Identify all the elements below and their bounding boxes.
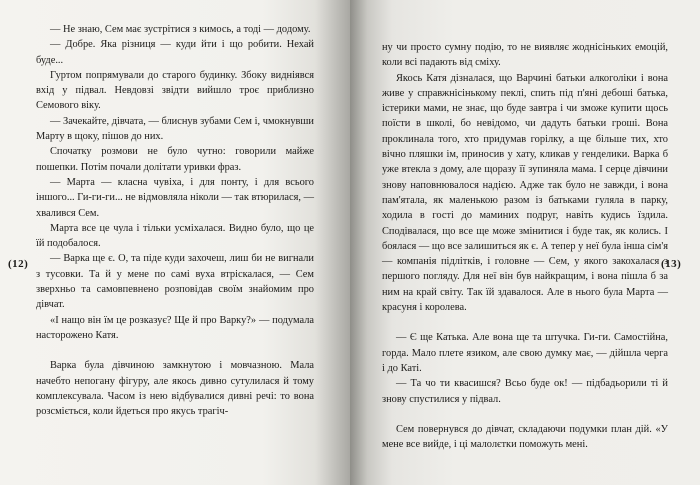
paragraph: — Є ще Катька. Але вона ще та штучка. Ги-ги. Самостійна, горда. Мало плете язиком, але свою думку має, — дійшла черга і до Каті. <box>382 332 668 374</box>
page-number-left: (12) <box>8 258 29 270</box>
paragraph: — Добре. Яка різниця — куди йти і що робити. Нехай буде... <box>36 39 314 66</box>
right-page-text <box>382 40 668 452</box>
paragraph: — Не знаю, Сем має зустрітися з кимось, а тоді — додому. <box>50 24 311 35</box>
paragraph: «І нащо він їм це розказує? Ще й про Варку?» — подумала настороженo Катя. <box>36 314 314 341</box>
paragraph: — Та чо ти квасишся? Всьо буде ок! — підбадьорили ті й знову спустилися у підвал. <box>382 378 668 405</box>
paragraph: — Зачекайте, дівчата, — блиснув зубами Сем і, чмокнувши Марту в щоку, пішов до них. <box>36 115 314 143</box>
paragraph: ну чи просто сумну подію, то не виявляє жоднісіньких емоцій, коли всі падають від сміху. <box>382 42 668 69</box>
paragraph: Сем повернувся до дівчат, складаючи подумки план дій. «У мене все вийде, і ці малолєтки поможуть мені. <box>382 423 668 451</box>
left-page-text <box>36 22 314 419</box>
right-page <box>350 0 700 485</box>
paragraph: Варка була дівчиною замкнутою і мовчазною. Мала начебто непогану фігуру, але якось дивно сутулилася й тому комплексувала. Часом із нею відбувалися дивні речі: то вона розсміється, коли йдеться про якусь трагіч- <box>36 360 314 418</box>
paragraph: Гуртом попрямували до старого будинку. Збоку видніявся вхід у підвал. Невдовзі звідти вийшло троє приблизно Семового віку. <box>36 69 314 112</box>
paragraph: — Варка ще є. О, та піде куди захочеш, лиш би не вигнали з тусовки. Та й у мене по самі вуха втріскалася, — Сем зверхньо та самовпевнено розповідав своїм знайомим про дівчат. <box>36 253 314 311</box>
paragraph: Марта все це чула і тільки усміхалася. Видно було, що це їй подобалося. <box>36 222 314 250</box>
paragraph: Спочатку розмови не було чутно: говорили майже пошепки. Потім почали долітати уривки фраз. <box>36 146 314 173</box>
paragraph: Якось Катя дізналася, що Варчині батьки алкоголіки і вона живе у справжнісінькому пеклі, спить під п'яні дебоші батька, істерики мами, не знає, що буде завтра і чи зможе купити щось поїсти в школі, бо невідомо, чи дадуть батьки гроші. Вона проклинала того, хто придумав горілку, а ще більше тих, хто вічно пляшки ім, приносив у хату, кликав у генделики. Варка б уже втекла з дому, але щоразу її зупиняла мама. І серце дівчини знову наповнювалося надією. Адже так було не завжди, і вона пам'ятала, як маленькою разом із батьками гуляла в парку, ходила в гості до маминих подруг, навіть кудись їздила. Сподівалася, що все ще може змінитися і буде так, як колись. І боялася — що все залишиться як є. А тепер у неї була інша сім'я — компанія підлітків, і головне — Сем, у якого закохалася з першого погляду. Для неї він був найкращим, і вона пішла б за ним на край світу. Так їй здавалося. Але в нього була Марта — красуня і королева. <box>382 72 668 314</box>
paragraph: — Марта — класна чувіха, і для понту, і для всього іншого... Ги-ги-ги... не відмовляла ніколи — так втюрилася, — хвалився Сем. <box>36 176 314 219</box>
page-number-right: (13) <box>661 258 682 270</box>
